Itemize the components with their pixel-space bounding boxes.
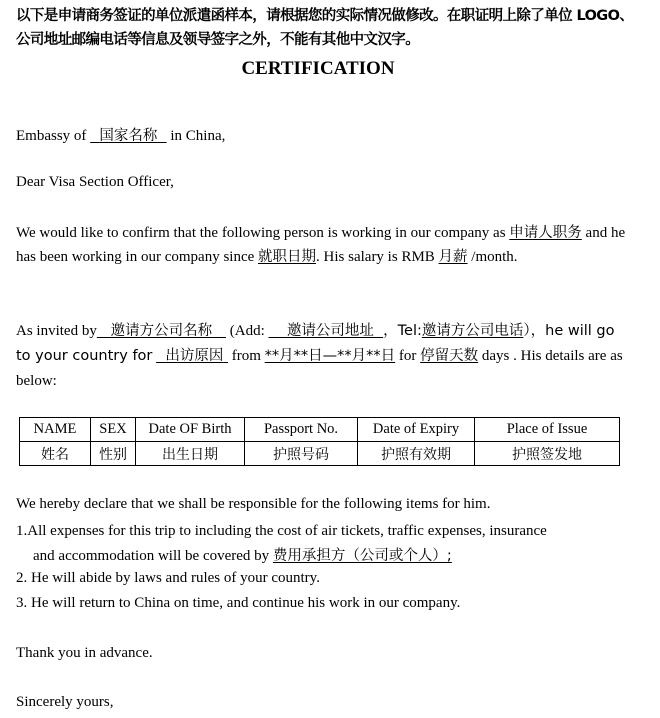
closing-line: Sincerely yours,	[16, 694, 114, 710]
table-cell: 护照号码	[245, 442, 358, 466]
instruction-note: 以下是申请商务签证的单位派遣函样本，请根据您的实际情况做修改。在职证明上除了单位 LOGO、公司地址邮编电话等信息及领导签字之外，不能有其他中文汉字。	[16, 8, 634, 48]
list-item-3: 3. He will return to China on time, and continue his work in our company.	[16, 595, 461, 611]
invite-text-5: from	[231, 348, 261, 364]
table-cell: 姓名	[20, 442, 91, 466]
table-header: Date of Expiry	[358, 418, 475, 442]
phone-field: 邀请方公司电话	[421, 323, 524, 339]
embassy-line	[16, 124, 225, 145]
invite-text-1: As invited by	[16, 323, 97, 339]
position-field: 申请人职务	[509, 225, 582, 241]
confirm-text-2: and he has been working in our company since	[16, 225, 626, 265]
table-header: Passport No.	[245, 418, 358, 442]
item1-text-a: 1.All expenses for this trip to including the cost of air tickets, traffic expenses, insurance	[16, 523, 547, 539]
table-row	[20, 442, 620, 466]
invite-paragraph	[16, 319, 626, 394]
salary-field: 月薪	[438, 249, 468, 265]
invite-text-6: for	[398, 348, 417, 364]
thanks-line: Thank you in advance.	[16, 645, 153, 661]
stay-days-field: 停留天数	[420, 348, 479, 364]
declaration: We hereby declare that we shall be responsible for the following items for him.	[16, 496, 491, 512]
invite-text-7: days . His details are as below:	[16, 348, 623, 389]
company-field: 邀请方公司名称	[110, 323, 213, 339]
table-header: NAME	[20, 418, 91, 442]
table-cell: 出生日期	[136, 442, 245, 466]
start-date-field: 就职日期	[258, 249, 317, 265]
item1-text-b: and accommodation will be covered by	[33, 548, 270, 564]
confirm-text-4: /month.	[471, 249, 518, 265]
invite-text-2: (Add:	[229, 323, 265, 339]
table-cell: 护照签发地	[475, 442, 620, 466]
table-cell: 性别	[91, 442, 136, 466]
embassy-country-field: 国家名称	[99, 128, 158, 144]
salutation: Dear Visa Section Officer,	[16, 174, 174, 190]
table-cell: 护照有效期	[358, 442, 475, 466]
applicant-details-table	[19, 417, 620, 466]
confirm-paragraph	[16, 221, 626, 269]
confirm-text-3: . His salary is RMB	[316, 249, 435, 265]
travel-dates-field: **月**日—**月**日	[264, 348, 396, 364]
table-header: SEX	[91, 418, 136, 442]
document-title: CERTIFICATION	[241, 58, 395, 79]
table-header: Date OF Birth	[136, 418, 245, 442]
table-header-row	[20, 418, 620, 442]
address-field: 邀请公司地址	[286, 323, 374, 339]
invite-text-4: ），he will go to your country for	[16, 323, 615, 364]
invite-text-3: ，Tel:	[383, 323, 422, 339]
embassy-prefix: Embassy of	[16, 128, 87, 144]
list-item-1	[16, 519, 631, 569]
table-header: Place of Issue	[475, 418, 620, 442]
embassy-suffix: in China,	[170, 128, 226, 144]
payer-field: 费用承担方（公司或个人）;	[272, 548, 452, 564]
purpose-field: 出访原因	[165, 348, 224, 364]
list-item-2: 2. He will abide by laws and rules of your country.	[16, 570, 320, 586]
confirm-text-1: We would like to confirm that the following person is working in our company as	[16, 225, 506, 241]
item1-continuation	[16, 544, 631, 569]
